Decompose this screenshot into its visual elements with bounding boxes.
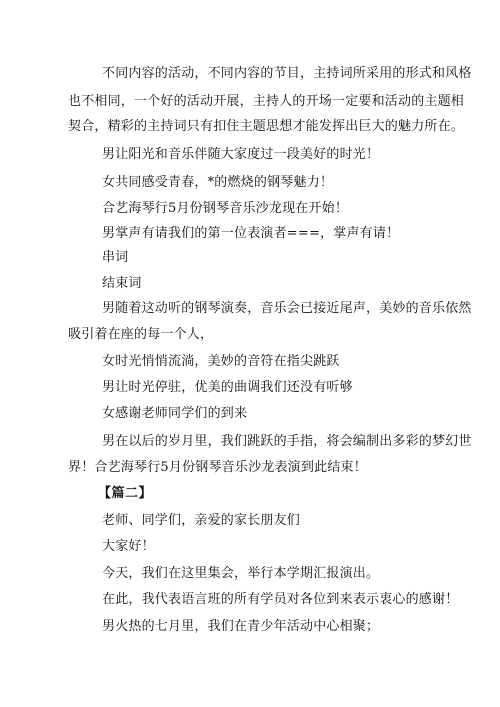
text-line: 契合，精彩的主持词只有扣住主题思想才能发挥出巨大的魅力所在。 [68, 119, 465, 134]
section-label: 串词 [102, 250, 129, 265]
text-line: 男随着这动听的钢琴演奏，音乐会已接近尾声，美妙的音乐依然 [102, 301, 472, 316]
text-line: 合艺海琴行5月份钢琴音乐沙龙现在开始！ [102, 201, 349, 216]
text-line: 今天，我们在这里集会，举行本学期汇报演出。 [102, 566, 380, 581]
text-line: 女感谢老师同学们的到来 [102, 406, 248, 421]
text-line: 女时光悄悄流淌，美妙的音符在指尖跳跃 [102, 354, 340, 369]
text-line: 女共同感受青春，*的燃烧的钢琴魅力！ [102, 175, 334, 190]
text-line: 老师、同学们，亲爱的家长朋友们 [102, 513, 301, 528]
text-line: 男掌声有请我们的第一位表演者===，掌声有请！ [102, 226, 400, 241]
section-label: 结束词 [102, 276, 142, 291]
text-line: 在此，我代表语言班的所有学员对各位到来表示衷心的感谢！ [102, 592, 459, 607]
text-line: 界！合艺海琴行5月份钢琴音乐沙龙表演到此结束！ [68, 460, 367, 475]
text-line: 也不相同，一个好的活动开展，主持人的开场一定要和活动的主题相 [68, 94, 465, 109]
section-heading: 【篇二】 [98, 486, 153, 501]
text-line: 吸引着在座的每一个人， [68, 327, 214, 342]
text-line: 男在以后的岁月里，我们跳跃的手指，将会编制出多彩的梦幻世 [102, 434, 472, 449]
text-line: 男让阳光和音乐伴随大家度过一段美好的时光！ [102, 147, 380, 162]
text-line: 大家好！ [102, 539, 155, 554]
text-line: 男让时光停驻，优美的曲调我们还没有听够 [102, 380, 353, 395]
text-line: 男火热的七月里，我们在青少年活动中心相聚； [102, 619, 380, 634]
text-line: 不同内容的活动，不同内容的节目，主持词所采用的形式和风格 [102, 66, 472, 81]
